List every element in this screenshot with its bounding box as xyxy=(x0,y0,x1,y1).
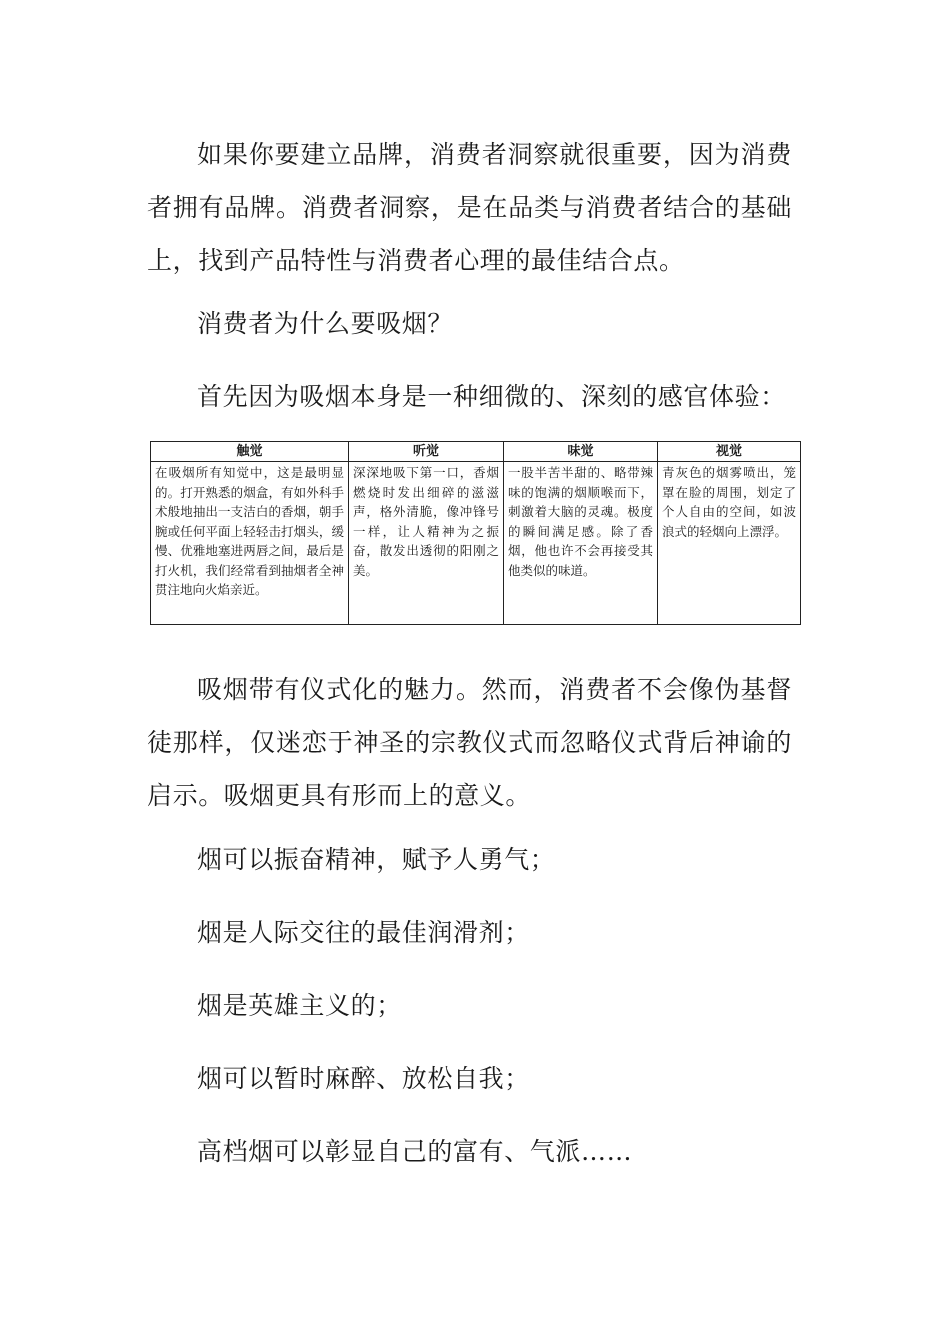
cell-taste: 一股半苦半甜的、略带辣味的饱满的烟顺喉而下，刺激着大脑的灵魂。极度的瞬间满足感。除了香烟，他也许不会再接受其他类似的味道。 xyxy=(504,462,658,625)
benefit-item: 烟是人际交往的最佳润滑剂； xyxy=(197,918,530,947)
benefit-item: 烟是英雄主义的； xyxy=(197,991,402,1020)
ritual-paragraph: 吸烟带有仪式化的魅力。然而，消费者不会像伪基督徒那样，仅迷恋于神圣的宗教仪式而忽略仪式背后神谕的启示。吸烟更具有形而上的意义。 xyxy=(147,675,792,810)
cell-sight: 青灰色的烟雾喷出，笼罩在脸的周围，划定了个人自由的空间，如波浪式的轻烟向上漂浮。 xyxy=(658,462,801,625)
cell-hearing: 深深地吸下第一口，香烟燃烧时发出细碎的滋滋声，格外清脆，像冲锋号一样，让人精神为之振奋，散发出透彻的阳刚之美。 xyxy=(349,462,504,625)
question-paragraph: 消费者为什么要吸烟？ xyxy=(197,309,454,338)
header-hearing: 听觉 xyxy=(349,442,504,462)
benefit-item: 烟可以振奋精神，赋予人勇气； xyxy=(197,845,556,874)
benefit-item: 烟可以暂时麻醉、放松自我； xyxy=(197,1064,530,1093)
header-touch: 触觉 xyxy=(151,442,349,462)
senses-table-header-row xyxy=(151,442,801,462)
senses-table-row xyxy=(151,462,801,625)
first-reason-paragraph: 首先因为吸烟本身是一种细微的、深刻的感官体验： xyxy=(197,382,786,411)
cell-touch: 在吸烟所有知觉中，这是最明显的。打开熟悉的烟盒，有如外科手术般地抽出一支洁白的香烟，朝手腕或任何平面上轻轻击打烟头，缓慢、优雅地塞进两唇之间，最后是打火机，我们经常看到抽烟者全神贯注地向火焰亲近。 xyxy=(151,462,349,625)
senses-table xyxy=(150,441,801,625)
benefit-item: 高档烟可以彰显自己的富有、气派…… xyxy=(197,1137,633,1166)
header-sight: 视觉 xyxy=(658,442,801,462)
header-taste: 味觉 xyxy=(504,442,658,462)
intro-paragraph: 如果你要建立品牌，消费者洞察就很重要，因为消费者拥有品牌。消费者洞察，是在品类与消费者结合的基础上，找到产品特性与消费者心理的最佳结合点。 xyxy=(147,140,792,275)
